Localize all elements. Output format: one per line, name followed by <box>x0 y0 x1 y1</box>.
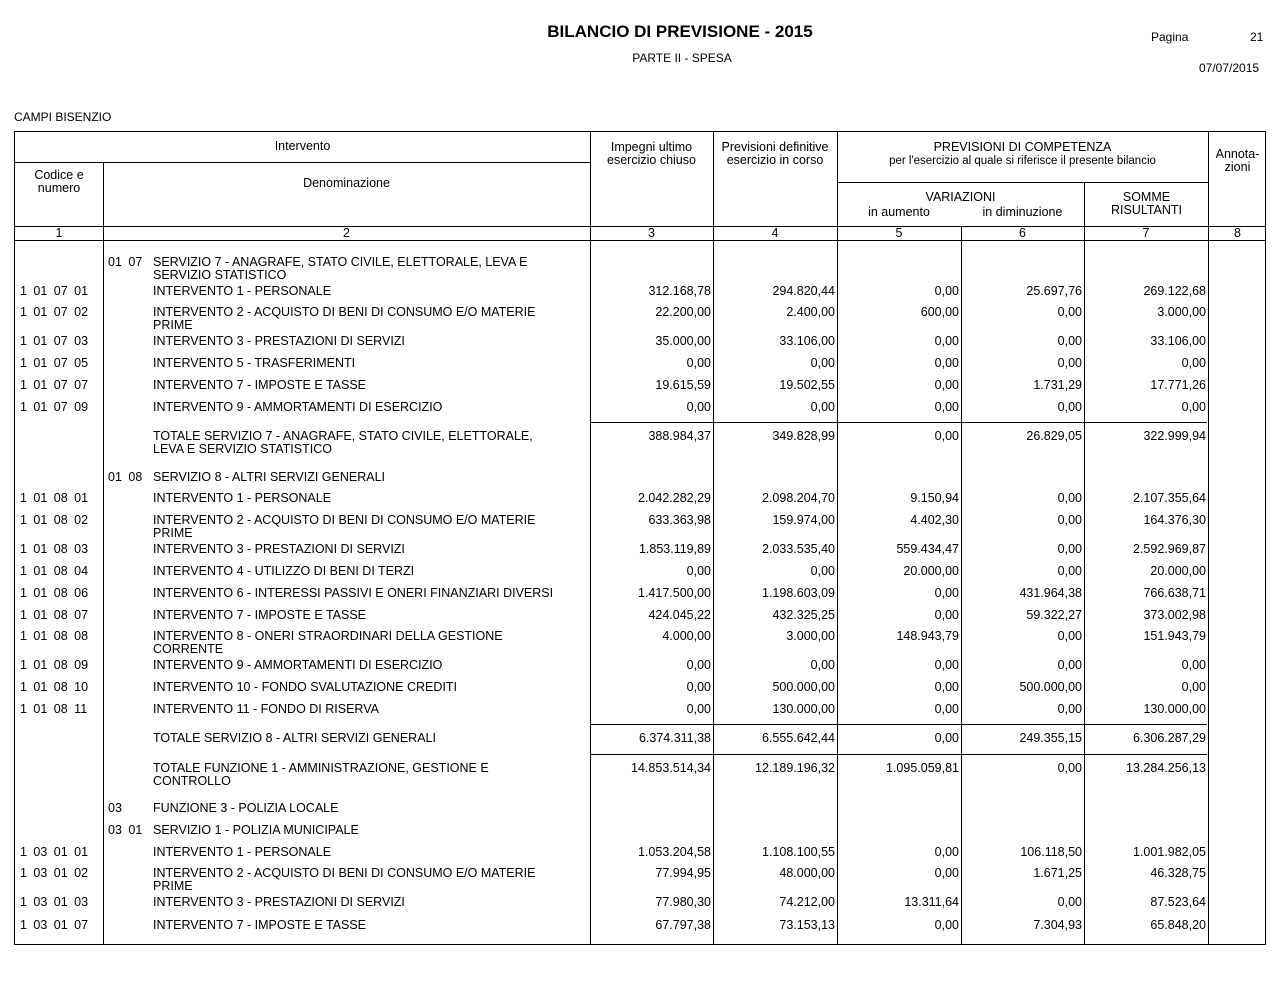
section-code: 01 07 <box>108 255 143 269</box>
aumento-value: 148.943,79 <box>896 629 959 643</box>
diminuzione-value: 500.000,00 <box>1019 680 1082 694</box>
diminuzione-value: 0,00 <box>1057 400 1082 414</box>
impegni-value: 633.363,98 <box>648 513 711 527</box>
row-code: 1 01 07 02 <box>20 305 89 319</box>
somme-value: 0,00 <box>1181 356 1206 370</box>
previsioni-value: 349.828,99 <box>772 429 835 443</box>
diminuzione-value: 0,00 <box>1057 356 1082 370</box>
row-label: INTERVENTO 9 - AMMORTAMENTI DI ESERCIZIO <box>153 400 443 414</box>
row-label: INTERVENTO 7 - IMPOSTE E TASSE <box>153 608 367 622</box>
aumento-value: 0,00 <box>934 356 959 370</box>
impegni-value: 77.980,30 <box>655 895 711 909</box>
col-divider <box>103 162 104 944</box>
aumento-value: 0,00 <box>934 731 959 745</box>
previsioni-value: 500.000,00 <box>772 680 835 694</box>
row-code: 1 01 08 06 <box>20 586 89 600</box>
rule <box>15 162 590 163</box>
impegni-value: 424.045,22 <box>648 608 711 622</box>
diminuzione-value: 106.118,50 <box>1020 845 1082 859</box>
row-label: INTERVENTO 8 - ONERI STRAORDINARI DELLA GESTIONE CORRENTE <box>153 629 503 656</box>
col-divider <box>590 132 591 944</box>
impegni-value: 1.053.204,58 <box>638 845 711 859</box>
total-label: TOTALE SERVIZIO 7 - ANAGRAFE, STATO CIVILE, ELETTORALE, LEVA E SERVIZIO STATISTICO <box>153 429 533 456</box>
col-number: 7 <box>1142 226 1150 240</box>
previsioni-value: 12.189.196,32 <box>755 761 835 775</box>
impegni-value: 77.994,95 <box>655 866 711 880</box>
row-label: INTERVENTO 9 - AMMORTAMENTI DI ESERCIZIO <box>153 658 443 672</box>
rule <box>15 240 1265 241</box>
budget-table <box>14 131 1266 945</box>
previsioni-value: 33.106,00 <box>779 334 835 348</box>
impegni-value: 388.984,37 <box>648 429 711 443</box>
diminuzione-value: 0,00 <box>1057 305 1082 319</box>
header-variazioni: VARIAZIONI <box>925 190 996 204</box>
section-code: 01 08 <box>108 470 143 484</box>
page-number: 21 <box>1250 30 1264 44</box>
previsioni-value: 2.033.535,40 <box>762 542 835 556</box>
col-divider <box>961 226 962 944</box>
impegni-value: 0,00 <box>686 400 711 414</box>
impegni-value: 14.853.514,34 <box>631 761 711 775</box>
col-divider <box>713 132 714 944</box>
aumento-value: 0,00 <box>934 378 959 392</box>
impegni-value: 6.374.311,38 <box>638 731 711 745</box>
header-denominazione: Denominazione <box>303 176 390 190</box>
aumento-value: 9.150,94 <box>910 491 959 505</box>
aumento-value: 0,00 <box>934 284 959 298</box>
row-code: 1 01 08 10 <box>20 680 89 694</box>
row-label: INTERVENTO 1 - PERSONALE <box>153 845 332 859</box>
impegni-value: 0,00 <box>686 702 711 716</box>
diminuzione-value: 431.964,38 <box>1019 586 1082 600</box>
impegni-value: 2.042.282,29 <box>638 491 711 505</box>
total-label: TOTALE FUNZIONE 1 - AMMINISTRAZIONE, GESTIONE E CONTROLLO <box>153 761 489 788</box>
previsioni-value: 130.000,00 <box>772 702 835 716</box>
row-code: 1 01 08 03 <box>20 542 89 556</box>
somme-value: 17.771,26 <box>1150 378 1206 392</box>
previsioni-value: 2.400,00 <box>786 305 835 319</box>
previsioni-value: 2.098.204,70 <box>762 491 835 505</box>
diminuzione-value: 25.697,76 <box>1026 284 1082 298</box>
row-label: INTERVENTO 3 - PRESTAZIONI DI SERVIZI <box>153 542 405 556</box>
aumento-value: 0,00 <box>934 586 959 600</box>
somme-value: 151.943,79 <box>1143 629 1206 643</box>
header-intervento: Intervento <box>274 139 331 153</box>
col-number: 3 <box>648 226 655 240</box>
col-divider <box>1208 132 1209 944</box>
row-label: INTERVENTO 3 - PRESTAZIONI DI SERVIZI <box>153 895 405 909</box>
impegni-value: 1.417.500,00 <box>638 586 711 600</box>
previsioni-value: 294.820,44 <box>772 284 835 298</box>
row-label: INTERVENTO 3 - PRESTAZIONI DI SERVIZI <box>153 334 405 348</box>
row-label: INTERVENTO 1 - PERSONALE <box>153 491 332 505</box>
aumento-value: 20.000,00 <box>903 564 959 578</box>
previsioni-value: 0,00 <box>810 400 835 414</box>
previsioni-value: 73.153,13 <box>779 918 835 932</box>
row-code: 1 01 07 07 <box>20 378 89 392</box>
header-competenza-sub: per l'esercizio al quale si riferisce il presente bilancio <box>889 155 1156 167</box>
somme-value: 322.999,94 <box>1143 429 1206 443</box>
somme-value: 130.000,00 <box>1143 702 1206 716</box>
somme-value: 3.000,00 <box>1157 305 1206 319</box>
somme-value: 46.328,75 <box>1150 866 1206 880</box>
previsioni-value: 19.502,55 <box>779 378 835 392</box>
row-code: 1 03 01 07 <box>20 918 89 932</box>
col-number: 6 <box>1019 226 1026 240</box>
row-code: 1 01 07 01 <box>20 284 89 298</box>
header-codice: Codice e numero <box>34 168 84 195</box>
row-label: INTERVENTO 4 - UTILIZZO DI BENI DI TERZI <box>153 564 415 578</box>
header-competenza: PREVISIONI DI COMPETENZA <box>933 140 1112 154</box>
impegni-value: 1.853.119,89 <box>638 542 711 556</box>
impegni-value: 19.615,59 <box>655 378 711 392</box>
diminuzione-value: 0,00 <box>1057 895 1082 909</box>
impegni-value: 0,00 <box>686 564 711 578</box>
header-annotazioni: Annota- zioni <box>1215 147 1260 174</box>
row-code: 1 01 07 03 <box>20 334 89 348</box>
report-subtitle: PARTE II - SPESA <box>632 51 732 65</box>
previsioni-value: 0,00 <box>810 564 835 578</box>
report-title: BILANCIO DI PREVISIONE - 2015 <box>547 22 813 41</box>
somme-value: 20.000,00 <box>1150 564 1206 578</box>
somme-value: 164.376,30 <box>1143 513 1206 527</box>
header-aumento: in aumento <box>868 205 930 219</box>
diminuzione-value: 0,00 <box>1057 564 1082 578</box>
page-label: Pagina <box>1151 30 1189 44</box>
header-impegni: Impegni ultimo esercizio chiuso <box>607 140 696 167</box>
row-code: 1 03 01 02 <box>20 866 89 880</box>
somme-value: 0,00 <box>1181 658 1206 672</box>
total-rule <box>590 724 1207 725</box>
section-heading: SERVIZIO 1 - POLIZIA MUNICIPALE <box>153 823 359 837</box>
rule <box>837 182 1208 183</box>
diminuzione-value: 0,00 <box>1057 542 1082 556</box>
aumento-value: 559.434,47 <box>896 542 959 556</box>
diminuzione-value: 7.304,93 <box>1033 918 1082 932</box>
impegni-value: 35.000,00 <box>655 334 711 348</box>
impegni-value: 0,00 <box>686 658 711 672</box>
somme-value: 6.306.287,29 <box>1133 731 1206 745</box>
aumento-value: 0,00 <box>934 702 959 716</box>
aumento-value: 0,00 <box>934 429 959 443</box>
ente-name: CAMPI BISENZIO <box>14 110 112 124</box>
somme-value: 13.284.256,13 <box>1126 761 1206 775</box>
previsioni-value: 74.212,00 <box>779 895 835 909</box>
header-diminuzione: in diminuzione <box>982 205 1063 219</box>
aumento-value: 13.311,64 <box>904 895 959 909</box>
col-number: 1 <box>55 226 63 240</box>
impegni-value: 312.168,78 <box>648 284 711 298</box>
row-label: INTERVENTO 5 - TRASFERIMENTI <box>153 356 356 370</box>
row-label: INTERVENTO 11 - FONDO DI RISERVA <box>153 702 379 716</box>
somme-value: 766.638,71 <box>1143 586 1206 600</box>
aumento-value: 600,00 <box>920 305 959 319</box>
diminuzione-value: 1.731,29 <box>1033 378 1082 392</box>
total-rule <box>590 422 1207 423</box>
impegni-value: 0,00 <box>686 680 711 694</box>
aumento-value: 4.402,30 <box>910 513 959 527</box>
header-somme: SOMME RISULTANTI <box>1110 190 1183 217</box>
row-label: INTERVENTO 2 - ACQUISTO DI BENI DI CONSUMO E/O MATERIE PRIME <box>153 305 536 332</box>
row-code: 1 03 01 01 <box>20 845 89 859</box>
row-code: 1 01 08 07 <box>20 608 89 622</box>
col-divider <box>837 132 838 944</box>
col-number: 8 <box>1234 226 1241 240</box>
row-label: INTERVENTO 2 - ACQUISTO DI BENI DI CONSUMO E/O MATERIE PRIME <box>153 866 536 893</box>
somme-value: 2.107.355,64 <box>1133 491 1206 505</box>
total-label: TOTALE SERVIZIO 8 - ALTRI SERVIZI GENERALI <box>153 731 436 745</box>
diminuzione-value: 0,00 <box>1057 702 1082 716</box>
section-code: 03 <box>108 801 122 815</box>
aumento-value: 0,00 <box>934 680 959 694</box>
row-code: 1 03 01 03 <box>20 895 89 909</box>
somme-value: 0,00 <box>1181 680 1206 694</box>
previsioni-value: 1.108.100,55 <box>762 845 835 859</box>
diminuzione-value: 59.322,27 <box>1026 608 1082 622</box>
previsioni-value: 0,00 <box>810 658 835 672</box>
row-code: 1 01 08 08 <box>20 629 89 643</box>
col-number: 2 <box>343 226 350 240</box>
row-label: INTERVENTO 6 - INTERESSI PASSIVI E ONERI FINANZIARI DIVERSI <box>153 586 554 600</box>
diminuzione-value: 1.671,25 <box>1033 866 1082 880</box>
section-heading: FUNZIONE 3 - POLIZIA LOCALE <box>153 801 339 815</box>
row-code: 1 01 08 02 <box>20 513 89 527</box>
previsioni-value: 432.325,25 <box>772 608 835 622</box>
somme-value: 269.122,68 <box>1143 284 1206 298</box>
header-previsioni: Previsioni definitive esercizio in corso <box>721 140 829 167</box>
somme-value: 2.592.969,87 <box>1133 542 1206 556</box>
previsioni-value: 0,00 <box>810 356 835 370</box>
somme-value: 65.848,20 <box>1150 918 1206 932</box>
row-code: 1 01 07 05 <box>20 356 89 370</box>
aumento-value: 0,00 <box>934 866 959 880</box>
somme-value: 33.106,00 <box>1150 334 1206 348</box>
previsioni-value: 6.555.642,44 <box>762 731 835 745</box>
aumento-value: 0,00 <box>934 658 959 672</box>
section-heading: SERVIZIO 8 - ALTRI SERVIZI GENERALI <box>153 470 386 484</box>
row-label: INTERVENTO 7 - IMPOSTE E TASSE <box>153 378 367 392</box>
row-label: INTERVENTO 10 - FONDO SVALUTAZIONE CREDITI <box>153 680 457 694</box>
aumento-value: 0,00 <box>934 334 959 348</box>
diminuzione-value: 0,00 <box>1057 334 1082 348</box>
somme-value: 0,00 <box>1181 400 1206 414</box>
col-divider <box>1084 182 1085 944</box>
section-heading: SERVIZIO 7 - ANAGRAFE, STATO CIVILE, ELETTORALE, LEVA E SERVIZIO STATISTICO <box>153 255 528 282</box>
diminuzione-value: 26.829,05 <box>1026 429 1082 443</box>
row-code: 1 01 08 11 <box>20 702 88 716</box>
row-label: INTERVENTO 2 - ACQUISTO DI BENI DI CONSUMO E/O MATERIE PRIME <box>153 513 536 540</box>
row-code: 1 01 08 04 <box>20 564 89 578</box>
row-code: 1 01 08 01 <box>20 491 89 505</box>
impegni-value: 22.200,00 <box>655 305 711 319</box>
previsioni-value: 48.000,00 <box>779 866 835 880</box>
somme-value: 87.523,64 <box>1150 895 1206 909</box>
impegni-value: 4.000,00 <box>662 629 711 643</box>
previsioni-value: 1.198.603,09 <box>762 586 835 600</box>
aumento-value: 0,00 <box>934 845 959 859</box>
somme-value: 373.002,98 <box>1143 608 1206 622</box>
aumento-value: 1.095.059,81 <box>886 761 959 775</box>
diminuzione-value: 0,00 <box>1057 761 1082 775</box>
col-number: 5 <box>895 226 903 240</box>
diminuzione-value: 0,00 <box>1057 658 1082 672</box>
row-label: INTERVENTO 1 - PERSONALE <box>153 284 332 298</box>
impegni-value: 0,00 <box>686 356 711 370</box>
aumento-value: 0,00 <box>934 400 959 414</box>
aumento-value: 0,00 <box>934 608 959 622</box>
row-label: INTERVENTO 7 - IMPOSTE E TASSE <box>153 918 367 932</box>
diminuzione-value: 0,00 <box>1057 513 1082 527</box>
report-date: 07/07/2015 <box>1199 61 1260 75</box>
aumento-value: 0,00 <box>934 918 959 932</box>
total-rule <box>590 754 1207 755</box>
row-code: 1 01 07 09 <box>20 400 89 414</box>
somme-value: 1.001.982,05 <box>1133 845 1206 859</box>
diminuzione-value: 0,00 <box>1057 629 1082 643</box>
row-code: 1 01 08 09 <box>20 658 89 672</box>
previsioni-value: 159.974,00 <box>772 513 835 527</box>
previsioni-value: 3.000,00 <box>786 629 835 643</box>
impegni-value: 67.797,38 <box>655 918 711 932</box>
diminuzione-value: 0,00 <box>1057 491 1082 505</box>
section-code: 03 01 <box>108 823 143 837</box>
diminuzione-value: 249.355,15 <box>1019 731 1082 745</box>
col-number: 4 <box>771 226 779 240</box>
